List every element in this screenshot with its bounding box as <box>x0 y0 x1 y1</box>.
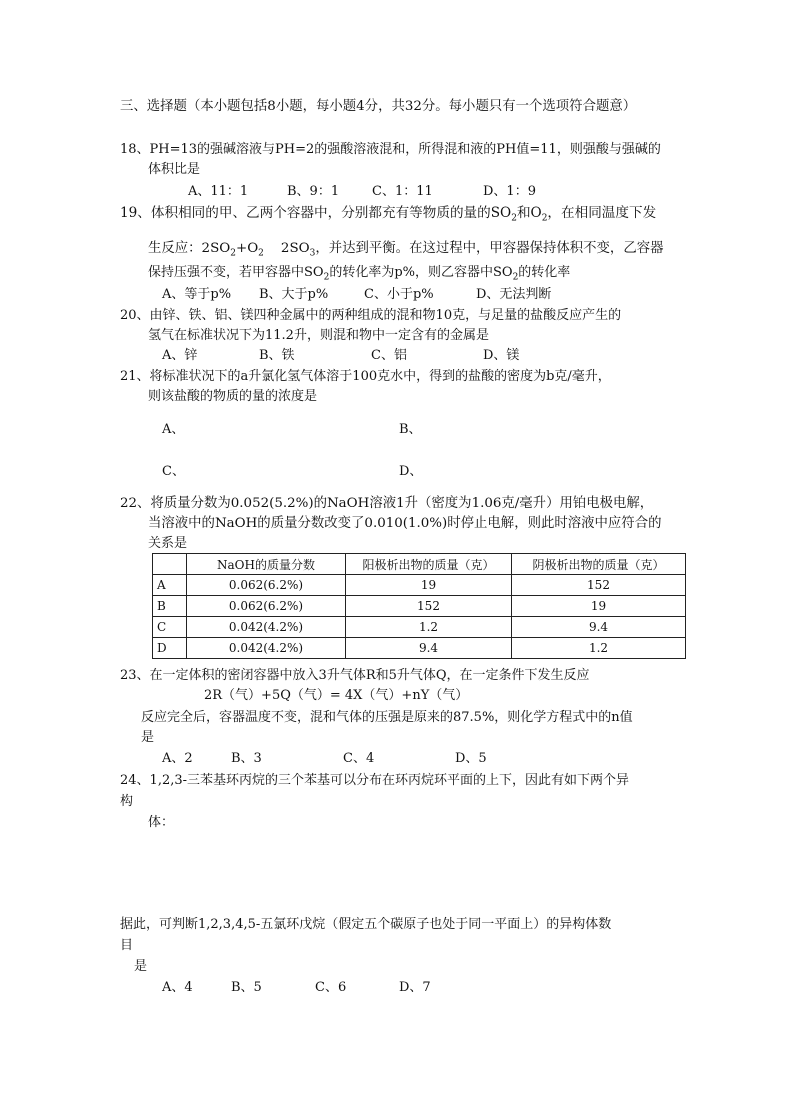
table-cell: B <box>153 596 187 617</box>
q22-line3: 关系是 <box>148 536 188 551</box>
q20-option-d: D、镁 <box>483 348 520 363</box>
q18-line2: 体积比是 <box>148 162 201 177</box>
table-cell: 0.042(4.2%) <box>187 638 346 659</box>
q23-line2: 反应完全后，容器温度不变，混和气体的压强是原来的87.5%，则化学方程式中的n值 <box>141 710 633 725</box>
q20-line2: 氢气在标准状况下为11.2升，则混和物中一定含有的金属是 <box>148 328 489 343</box>
table-cell: C <box>153 617 187 638</box>
q21-option-c: C、 <box>162 464 185 479</box>
section-title: 三、选择题（本小题包括8小题，每小题4分，共32分。每小题只有一个选项符合题意） <box>120 99 637 114</box>
q24-line1: 24、1,2,3-三苯基环丙烷的三个苯基可以分布在环丙烷环平面的上下，因此有如下两个异 <box>120 773 630 788</box>
q24-option-a: A、4 <box>162 980 193 995</box>
q24-option-c: C、6 <box>315 980 347 995</box>
q24-line6: 是 <box>134 959 148 974</box>
table-row <box>153 617 686 638</box>
table-header-cell: NaOH的质量分数 <box>187 554 346 575</box>
q22-table <box>152 553 686 659</box>
q19-line1: 19、体积相同的甲、乙两个容器中，分别都充有等物质的量的$SO_2$和$O_2$，在相同温度下发 <box>120 205 657 224</box>
table-cell: 0.062(6.2%) <box>187 575 346 596</box>
q19-option-b: B、大于p% <box>259 287 329 302</box>
table-cell: 1.2 <box>512 638 686 659</box>
table-header-cell: 阴极析出物的质量（克） <box>512 554 686 575</box>
q24-line3: 体： <box>148 815 175 830</box>
q19-line2: 生反应：$2SO_2+O_2$ $2SO_3$，并达到平衡。在这过程中，甲容器保持体积不变，乙容器 <box>148 241 664 259</box>
table-cell: 152 <box>346 596 512 617</box>
q18-option-b: B、9：1 <box>287 184 340 199</box>
q23-option-a: A、2 <box>162 751 193 766</box>
q21-option-b: B、 <box>399 422 422 437</box>
q22-line1: 22、将质量分数为0.052(5.2%)的NaOH溶液1升（密度为1.06克/毫升）用铂电极电解， <box>120 496 654 511</box>
q18-line1: 18、PH=13的强碱溶液与PH=2的强酸溶液混和，所得混和液的PH值=11，则强酸与强碱的 <box>120 142 661 157</box>
table-header-row <box>153 554 686 575</box>
q23-equation: 2R（气）+5Q（气）= 4X（气）+nY（气） <box>204 688 469 703</box>
table-cell: 9.4 <box>512 617 686 638</box>
table-cell: 9.4 <box>346 638 512 659</box>
q21-line2: 则该盐酸的物质的量的浓度是 <box>148 389 318 404</box>
q24-line4: 据此，可判断1,2,3,4,5-五氯环戊烷（假定五个碳原子也处于同一平面上）的异构体数 <box>120 917 612 932</box>
q19-option-d: D、无法判断 <box>476 287 552 302</box>
q19-option-c: C、小于p% <box>364 287 434 302</box>
table-cell: 19 <box>512 596 686 617</box>
table-cell: 19 <box>346 575 512 596</box>
q23-option-b: B、3 <box>231 751 262 766</box>
q19-option-a: A、等于p% <box>162 287 232 302</box>
q23-line1: 23、在一定体积的密闭容器中放入3升气体R和5升气体Q，在一定条件下发生反应 <box>120 668 590 683</box>
table-row <box>153 638 686 659</box>
q21-line1: 21、将标准状况下的a升氯化氢气体溶于100克水中，得到的盐酸的密度为b克/毫升， <box>120 369 611 384</box>
q24-option-d: D、7 <box>399 980 431 995</box>
table-header-cell: 阳极析出物的质量（克） <box>346 554 512 575</box>
q18-option-a: A、11：1 <box>188 184 249 199</box>
q24-line5: 目 <box>120 938 134 953</box>
q18-option-d: D、1：9 <box>483 184 536 199</box>
q20-option-c: C、铝 <box>371 348 407 363</box>
q23-option-d: D、5 <box>455 751 487 766</box>
q21-option-d: D、 <box>399 464 423 479</box>
q19-line3: 保持压强不变，若甲容器中$SO_2$的转化率为p%，则乙容器中$SO_2$的转化率 <box>148 265 571 283</box>
q20-option-a: A、锌 <box>162 348 198 363</box>
q23-line3: 是 <box>141 730 155 745</box>
table-header-cell <box>153 554 187 575</box>
q20-line1: 20、由锌、铁、铝、镁四种金属中的两种组成的混和物10克，与足量的盐酸反应产生的 <box>120 308 622 323</box>
table-row <box>153 575 686 596</box>
table-cell: 1.2 <box>346 617 512 638</box>
table-cell: D <box>153 638 187 659</box>
table-cell: A <box>153 575 187 596</box>
q21-option-a: A、 <box>162 422 185 437</box>
table-cell: 0.062(6.2%) <box>187 596 346 617</box>
q22-line2: 当溶液中的NaOH的质量分数改变了0.010(1.0%)时停止电解，则此时溶液中应符合的 <box>148 516 662 531</box>
table-row <box>153 596 686 617</box>
q23-option-c: C、4 <box>343 751 375 766</box>
q24-option-b: B、5 <box>231 980 262 995</box>
q24-line2: 构 <box>120 794 134 809</box>
table-cell: 0.042(4.2%) <box>187 617 346 638</box>
q18-option-c: C、1：11 <box>372 184 433 199</box>
q20-option-b: B、铁 <box>259 348 295 363</box>
table-cell: 152 <box>512 575 686 596</box>
